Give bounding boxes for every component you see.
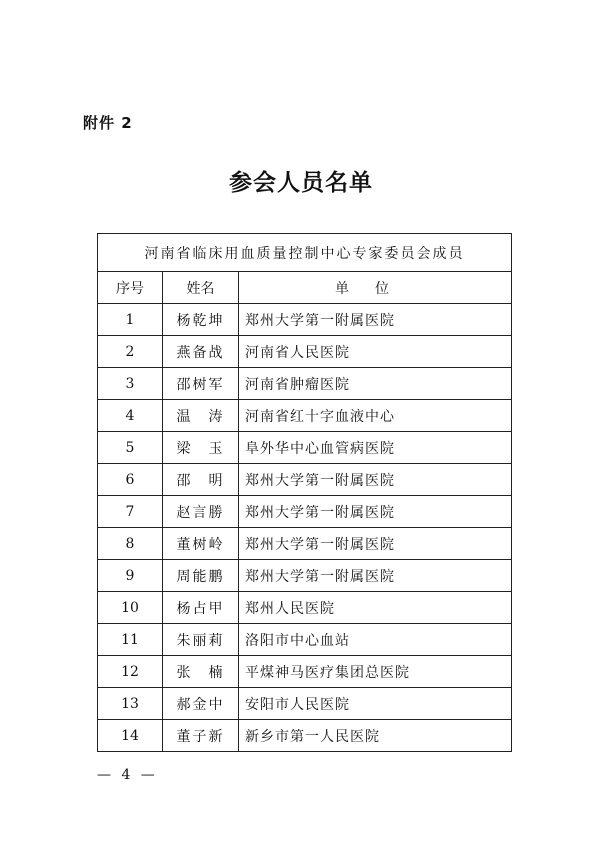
cell-unit: 郑州大学第一附属医院 xyxy=(239,528,512,560)
table-row xyxy=(98,400,512,432)
cell-unit: 河南省肿瘤医院 xyxy=(239,368,512,400)
table-row xyxy=(98,688,512,720)
table-row xyxy=(98,592,512,624)
table-row xyxy=(98,624,512,656)
cell-name: 郝金中 xyxy=(163,688,239,720)
cell-unit: 洛阳市中心血站 xyxy=(239,624,512,656)
cell-unit: 平煤神马医疗集团总医院 xyxy=(239,656,512,688)
header-unit: 单位 xyxy=(239,272,512,304)
table-row xyxy=(98,720,512,752)
cell-name: 董子新 xyxy=(163,720,239,752)
table-caption: 河南省临床用血质量控制中心专家委员会成员 xyxy=(98,234,512,272)
cell-name: 张 楠 xyxy=(163,656,239,688)
table-row xyxy=(98,368,512,400)
table-row xyxy=(98,432,512,464)
header-name: 姓名 xyxy=(163,272,239,304)
cell-no: 8 xyxy=(98,528,163,560)
cell-name: 邵树军 xyxy=(163,368,239,400)
cell-no: 10 xyxy=(98,592,163,624)
cell-name: 燕备战 xyxy=(163,336,239,368)
cell-no: 11 xyxy=(98,624,163,656)
table-row xyxy=(98,304,512,336)
cell-no: 13 xyxy=(98,688,163,720)
cell-unit: 郑州大学第一附属医院 xyxy=(239,560,512,592)
cell-unit: 郑州大学第一附属医院 xyxy=(239,496,512,528)
cell-unit: 河南省红十字血液中心 xyxy=(239,400,512,432)
cell-name: 杨占甲 xyxy=(163,592,239,624)
cell-name: 温 涛 xyxy=(163,400,239,432)
table-row xyxy=(98,496,512,528)
cell-no: 14 xyxy=(98,720,163,752)
table-row xyxy=(98,528,512,560)
cell-unit: 郑州大学第一附属医院 xyxy=(239,464,512,496)
cell-no: 6 xyxy=(98,464,163,496)
table-row xyxy=(98,336,512,368)
header-no: 序号 xyxy=(98,272,163,304)
cell-unit: 安阳市人民医院 xyxy=(239,688,512,720)
cell-no: 5 xyxy=(98,432,163,464)
cell-name: 邵 明 xyxy=(163,464,239,496)
page-number: — 4 — xyxy=(97,767,158,783)
cell-unit: 郑州大学第一附属医院 xyxy=(239,304,512,336)
cell-unit: 郑州人民医院 xyxy=(239,592,512,624)
cell-unit: 河南省人民医院 xyxy=(239,336,512,368)
table-row xyxy=(98,656,512,688)
cell-no: 7 xyxy=(98,496,163,528)
table-row xyxy=(98,560,512,592)
cell-no: 12 xyxy=(98,656,163,688)
cell-no: 4 xyxy=(98,400,163,432)
table-body xyxy=(98,304,512,752)
cell-no: 2 xyxy=(98,336,163,368)
table-caption-row xyxy=(98,234,512,272)
cell-unit: 新乡市第一人民医院 xyxy=(239,720,512,752)
table-row xyxy=(98,464,512,496)
cell-name: 周能鹏 xyxy=(163,560,239,592)
cell-name: 董树岭 xyxy=(163,528,239,560)
cell-name: 朱丽莉 xyxy=(163,624,239,656)
member-table xyxy=(97,233,512,752)
document-title: 参会人员名单 xyxy=(229,170,373,196)
cell-no: 1 xyxy=(98,304,163,336)
cell-no: 9 xyxy=(98,560,163,592)
cell-unit: 阜外华中心血管病医院 xyxy=(239,432,512,464)
cell-name: 赵言勝 xyxy=(163,496,239,528)
table-header-row xyxy=(98,272,512,304)
cell-no: 3 xyxy=(98,368,163,400)
cell-name: 梁 玉 xyxy=(163,432,239,464)
attachment-label: 附件 2 xyxy=(83,114,133,132)
cell-name: 杨乾坤 xyxy=(163,304,239,336)
